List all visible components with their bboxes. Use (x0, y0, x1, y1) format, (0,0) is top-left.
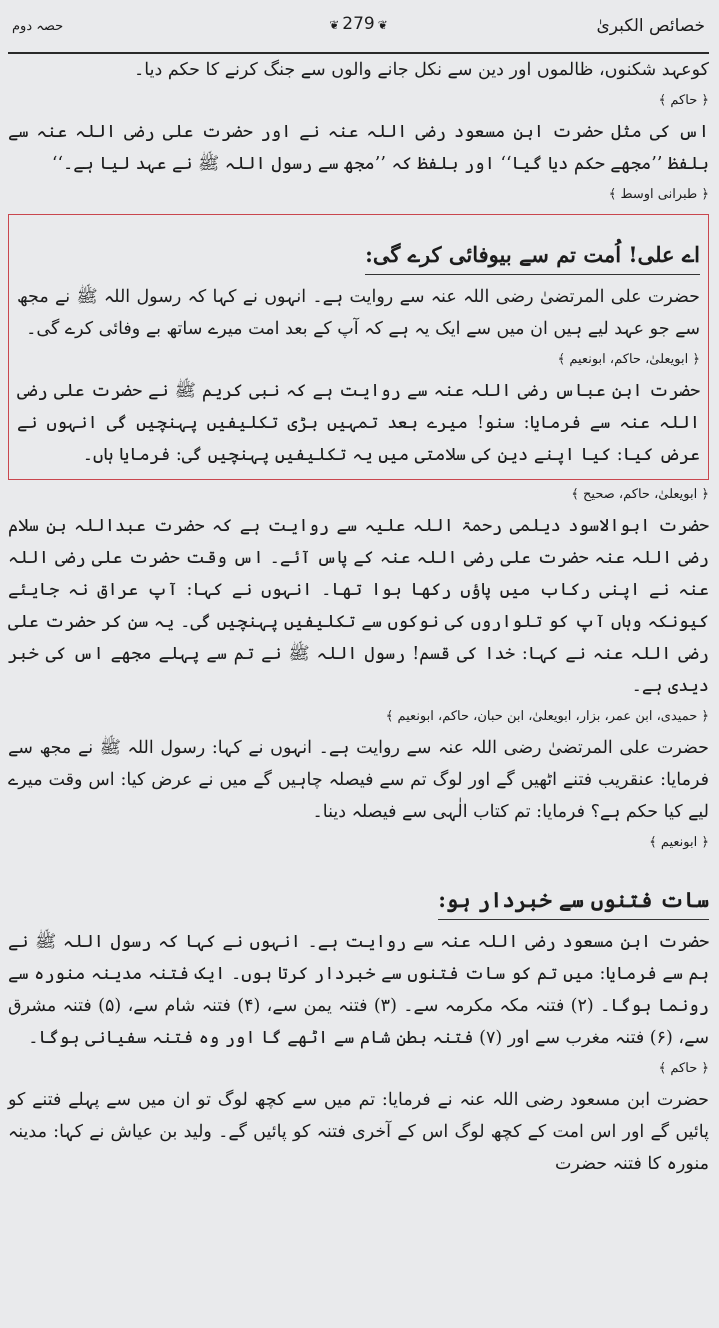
paragraph: حضرت ابن مسعود رضی اللہ عنہ نے فرمایا: تم میں سے کچھ لوگ تو ان میں سے پہلے فتنے کو پائیں گے اور اس امت کے کچھ لوگ اس کے آخری فتنہ کو پائیں گے۔ ولید بن عیاش نے کہا: مدینہ منورہ کا فتنہ حضرت (8, 1090, 709, 1174)
paragraph: حضرت علی المرتضیٰ رضی اللہ عنہ سے روایت ہے۔ انہوں نے کہا کہ رسول اللہ ﷺ نے مجھ سے جو عہد لیے ہیں ان میں سے ایک یہ ہے کہ آپ کے بعد امت میرے ساتھ بے وفائی کرے گی۔ (17, 287, 700, 339)
reference: ﴿ ابویعلیٰ، حاکم، صحیح ﴾ (571, 487, 709, 502)
reference: ﴿ ابویعلیٰ، حاکم، ابونعیم ﴾ (557, 352, 700, 367)
part-label: حصہ دوم (12, 18, 64, 34)
highlighted-section (8, 214, 709, 480)
book-title: خصائص الکبریٰ (596, 16, 705, 36)
paragraph: حضرت ابن مسعود رضی اللہ عنہ سے روایت ہے۔ انہوں نے کہا کہ رسول اللہ ﷺ نے ہم سے فرمایا: میں تم کو سات فتنوں سے خبردار کرتا ہوں۔ ایک فتنہ مدینہ منورہ سے رونما ہوگا۔ (۲) فتنہ مکہ مکرمہ سے۔ (۳) فتنہ یمن سے، (۴) فتنہ شام سے، (۵) فتنہ مشرق سے، (۶) فتنہ مغرب سے اور (۷) فتنہ بطن شام سے اٹھے گا اور وہ فتنہ سفیانی ہوگا۔ (8, 932, 710, 1048)
paragraph: حضرت ابن عباس رضی اللہ عنہ سے روایت ہے کہ نبی کریم ﷺ نے حضرت علی رضی اللہ عنہ سے فرمایا: سنو! میرے بعد تمہیں بڑی تکلیفیں پہنچیں گی انہوں نے عرض کیا: کیا اپنے دین کی سلامتی میں یہ تکلیفیں پہنچیں گی: فرمایا ہاں۔ (17, 381, 700, 465)
reference: ﴿ حاکم ﴾ (658, 1061, 709, 1076)
section-heading: سات فتنوں سے خبردار ہو: (438, 882, 709, 920)
page-number (326, 14, 391, 34)
paragraph: حضرت ابوالاسود دیلمی رحمۃ اللہ علیہ سے روایت ہے کہ حضرت عبداللہ بن سلام رضی اللہ عنہ حضرت علی رضی اللہ عنہ کے پاس آئے۔ اس وقت حضرت علی رضی اللہ عنہ نے اپنی رکاب میں پاؤں رکھا ہوا تھا۔ انہوں نے کہا: آپ عراق نہ جایئے کیونکہ وہاں آپ کو تلواروں کی نوکوں سے تکلیفیں پہنچیں گی۔ یہ سن کر حضرت علی رضی اللہ عنہ نے کہا: خدا کی قسم! رسول اللہ ﷺ نے تم سے پہلے مجھے اس کی خبر دیدی ہے۔ (8, 516, 709, 696)
page-number-text: 279 (342, 14, 375, 34)
reference: ﴿ حاکم ﴾ (658, 93, 709, 108)
reference: ﴿ طبرانی اوسط ﴾ (608, 187, 709, 202)
ornament-icon: ❦ (377, 18, 388, 32)
reference: ﴿ حمیدی، ابن عمر، بزار، ابویعلیٰ، ابن حبان، حاکم، ابونعیم ﴾ (385, 709, 709, 724)
section-heading: اے علی! اُمت تم سے بیوفائی کرے گی: (365, 237, 700, 275)
paragraph: حضرت علی المرتضیٰ رضی اللہ عنہ سے روایت ہے۔ انہوں نے کہا: رسول اللہ ﷺ نے مجھ سے فرمایا: عنقریب فتنے اٹھیں گے اور لوگ تم سے فیصلہ چاہیں گے میں نے عرض کیا: اس وقت میرے لیے کیا حکم ہے؟ فرمایا: تم کتاب الٰہی سے فیصلہ دینا۔ (8, 738, 709, 822)
page-header (8, 0, 709, 54)
continuation-line: کوعہد شکنوں، ظالموں اور دین سے نکل جانے والوں سے جنگ کرنے کا حکم دیا۔ (134, 60, 709, 80)
page-body (8, 54, 709, 1180)
ornament-icon: ❦ (329, 18, 340, 32)
reference: ﴿ ابونعیم ﴾ (649, 835, 709, 850)
paragraph: اس کی مثل حضرت ابن مسعود رضی اللہ عنہ نے اور حضرت علی رضی اللہ عنہ سے بلفظ ’’مجھے حکم دیا گیا‘‘ اور بلفظ کہ ’’مجھ سے رسول اللہ ﷺ نے عہد لیا ہے۔‘‘ (8, 122, 709, 174)
